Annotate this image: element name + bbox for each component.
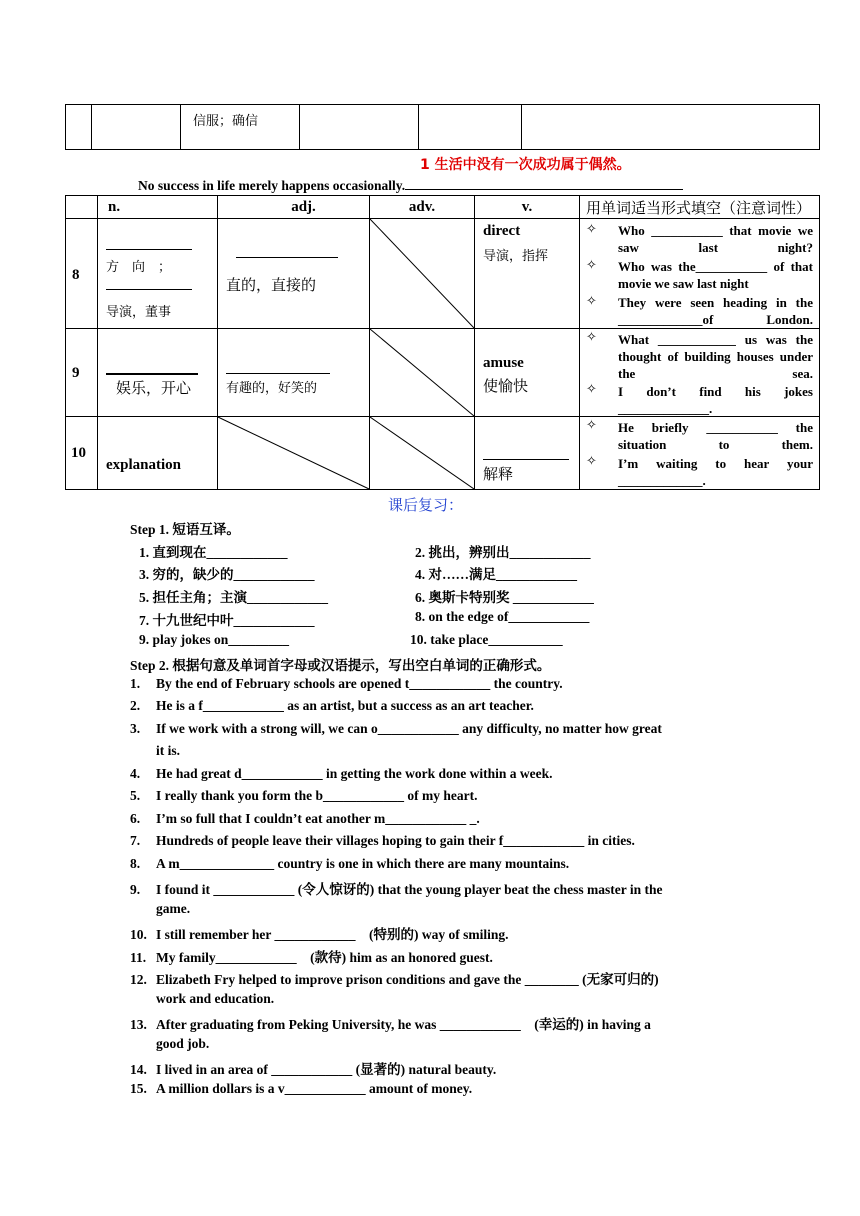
blank-line (236, 237, 338, 258)
n-word: explanation (106, 457, 182, 473)
diagonal-slash (218, 417, 369, 489)
step1-item: 3. 穷的，缺少的____________ (139, 567, 315, 582)
n-cn: 娱乐，开心 (116, 379, 192, 397)
v-word: direct (483, 223, 521, 239)
proverb-cn: 1 生活中没有一次成功属于偶然。 (420, 157, 631, 173)
diamond-icon: ✧ (586, 418, 597, 433)
example-sentence: Who ___________ that movie we saw last night? (618, 223, 813, 255)
v-cn: 使愉快 (483, 377, 529, 395)
step1-item: 10. take place___________ (410, 632, 563, 647)
header-task: 用单词适当形式填空（注意词性） (580, 196, 820, 219)
step2-item: 8. A m______________ country is one in which there are many mountains. (130, 856, 570, 871)
step1-item: 5. 担任主角；主演____________ (139, 590, 328, 605)
diamond-icon: ✧ (586, 454, 597, 469)
row-number: 9 (72, 365, 80, 381)
row-number: 8 (72, 267, 80, 283)
step2-item: 11. My family____________ (款待) him as an honored guest. (130, 950, 493, 965)
diagonal-slash (370, 219, 474, 328)
step1-item: 6. 奥斯卡特别奖 ____________ (415, 590, 594, 605)
step2-item: 2. He is a f____________ as an artist, but a success as an art teacher. (130, 698, 534, 713)
n-cn: 方 向 ； (106, 260, 172, 275)
example-sentence: What ____________ us was the thought of building houses under the sea. (618, 332, 813, 381)
diagonal-slash (370, 417, 474, 489)
vocab-table (65, 195, 820, 490)
n-cn: 导演，董事 (106, 305, 172, 320)
step2-item: 10. I still remember her ____________ (特别的) way of smiling. (130, 927, 509, 942)
step2-item: 14. I lived in an area of ____________ (显著的) natural beauty. (130, 1062, 497, 1077)
step1-item: 7. 十九世纪中叶____________ (139, 613, 315, 628)
blank-line (106, 269, 192, 290)
step1-item: 1. 直到现在____________ (139, 545, 288, 560)
step2-item: it is. (156, 743, 181, 758)
diamond-icon: ✧ (586, 258, 597, 273)
step1-title: Step 1. 短语互译。 (130, 522, 240, 537)
proverb-en: No success in life merely happens occasionally. (138, 178, 683, 194)
review-title: 课后复习： (388, 496, 464, 514)
step1-item: 8. on the edge of____________ (415, 609, 590, 624)
row-number: 10 (71, 445, 86, 461)
step2-item: 15. A million dollars is a v____________ amount of money. (130, 1081, 473, 1096)
blank-line (106, 229, 192, 250)
v-cn: 导演，指挥 (483, 249, 549, 264)
top-row-text: 信服；确信 (193, 114, 259, 129)
adj-cn: 有趣的，好笑的 (226, 381, 318, 396)
example-sentence: I’m waiting to hear your _____________. (618, 456, 813, 488)
example-sentence: He briefly ___________ the situation to them. (618, 420, 813, 452)
step2-item: 1. By the end of February schools are opened t____________ the country. (130, 676, 563, 691)
step2-item: work and education. (156, 991, 275, 1006)
step2-item: 13. After graduating from Peking University, he was ____________ (幸运的) in having a (130, 1017, 651, 1032)
header-adv: adv. (370, 196, 475, 219)
step2-item: 9. I found it ____________ (令人惊讶的) that the young player beat the chess master in the (130, 882, 663, 897)
blank-line (106, 353, 198, 375)
diamond-icon: ✧ (586, 382, 597, 397)
v-cn: 解释 (483, 465, 514, 483)
step2-item: 12. Elizabeth Fry helped to improve prison conditions and gave the ________ (无家可归的) (130, 972, 659, 987)
top-table (65, 104, 820, 150)
example-sentence: Who was the___________ of that movie we saw last night (618, 259, 813, 291)
step2-item: good job. (156, 1036, 210, 1051)
v-word: amuse (483, 355, 524, 371)
blank-line (483, 439, 569, 460)
step1-item: 2. 挑出，辨别出____________ (415, 545, 591, 560)
step1-item: 9. play jokes on_________ (139, 632, 290, 647)
step2-item: 6. I’m so full that I couldn’t eat another m____________ _. (130, 811, 480, 826)
adj-cn: 直的，直接的 (226, 276, 317, 294)
blank-line (226, 353, 330, 374)
example-sentence: They were seen heading in the _____________of London. (618, 295, 813, 327)
diamond-icon: ✧ (586, 294, 597, 309)
diagonal-slash (370, 329, 474, 416)
header-adj: adj. (218, 196, 370, 219)
step2-item: 7. Hundreds of people leave their villages hoping to gain their f____________ in cities. (130, 833, 635, 848)
step1-item: 4. 对……满足____________ (415, 567, 577, 582)
example-sentence: I don’t find his jokes ______________. (618, 384, 813, 416)
step2-item: 5. I really thank you form the b____________ of my heart. (130, 788, 478, 803)
step2-item: 3. If we work with a strong will, we can o____________ any difficulty, no matter how great (130, 721, 662, 736)
diamond-icon: ✧ (586, 222, 597, 237)
step2-item: 4. He had great d____________ in getting the work done within a week. (130, 766, 553, 781)
header-n: n. (98, 196, 218, 219)
step2-item: game. (156, 901, 191, 916)
step2-title: Step 2. 根据句意及单词首字母或汉语提示，写出空白单词的正确形式。 (130, 658, 551, 673)
header-v: v. (475, 196, 580, 219)
diamond-icon: ✧ (586, 330, 597, 345)
